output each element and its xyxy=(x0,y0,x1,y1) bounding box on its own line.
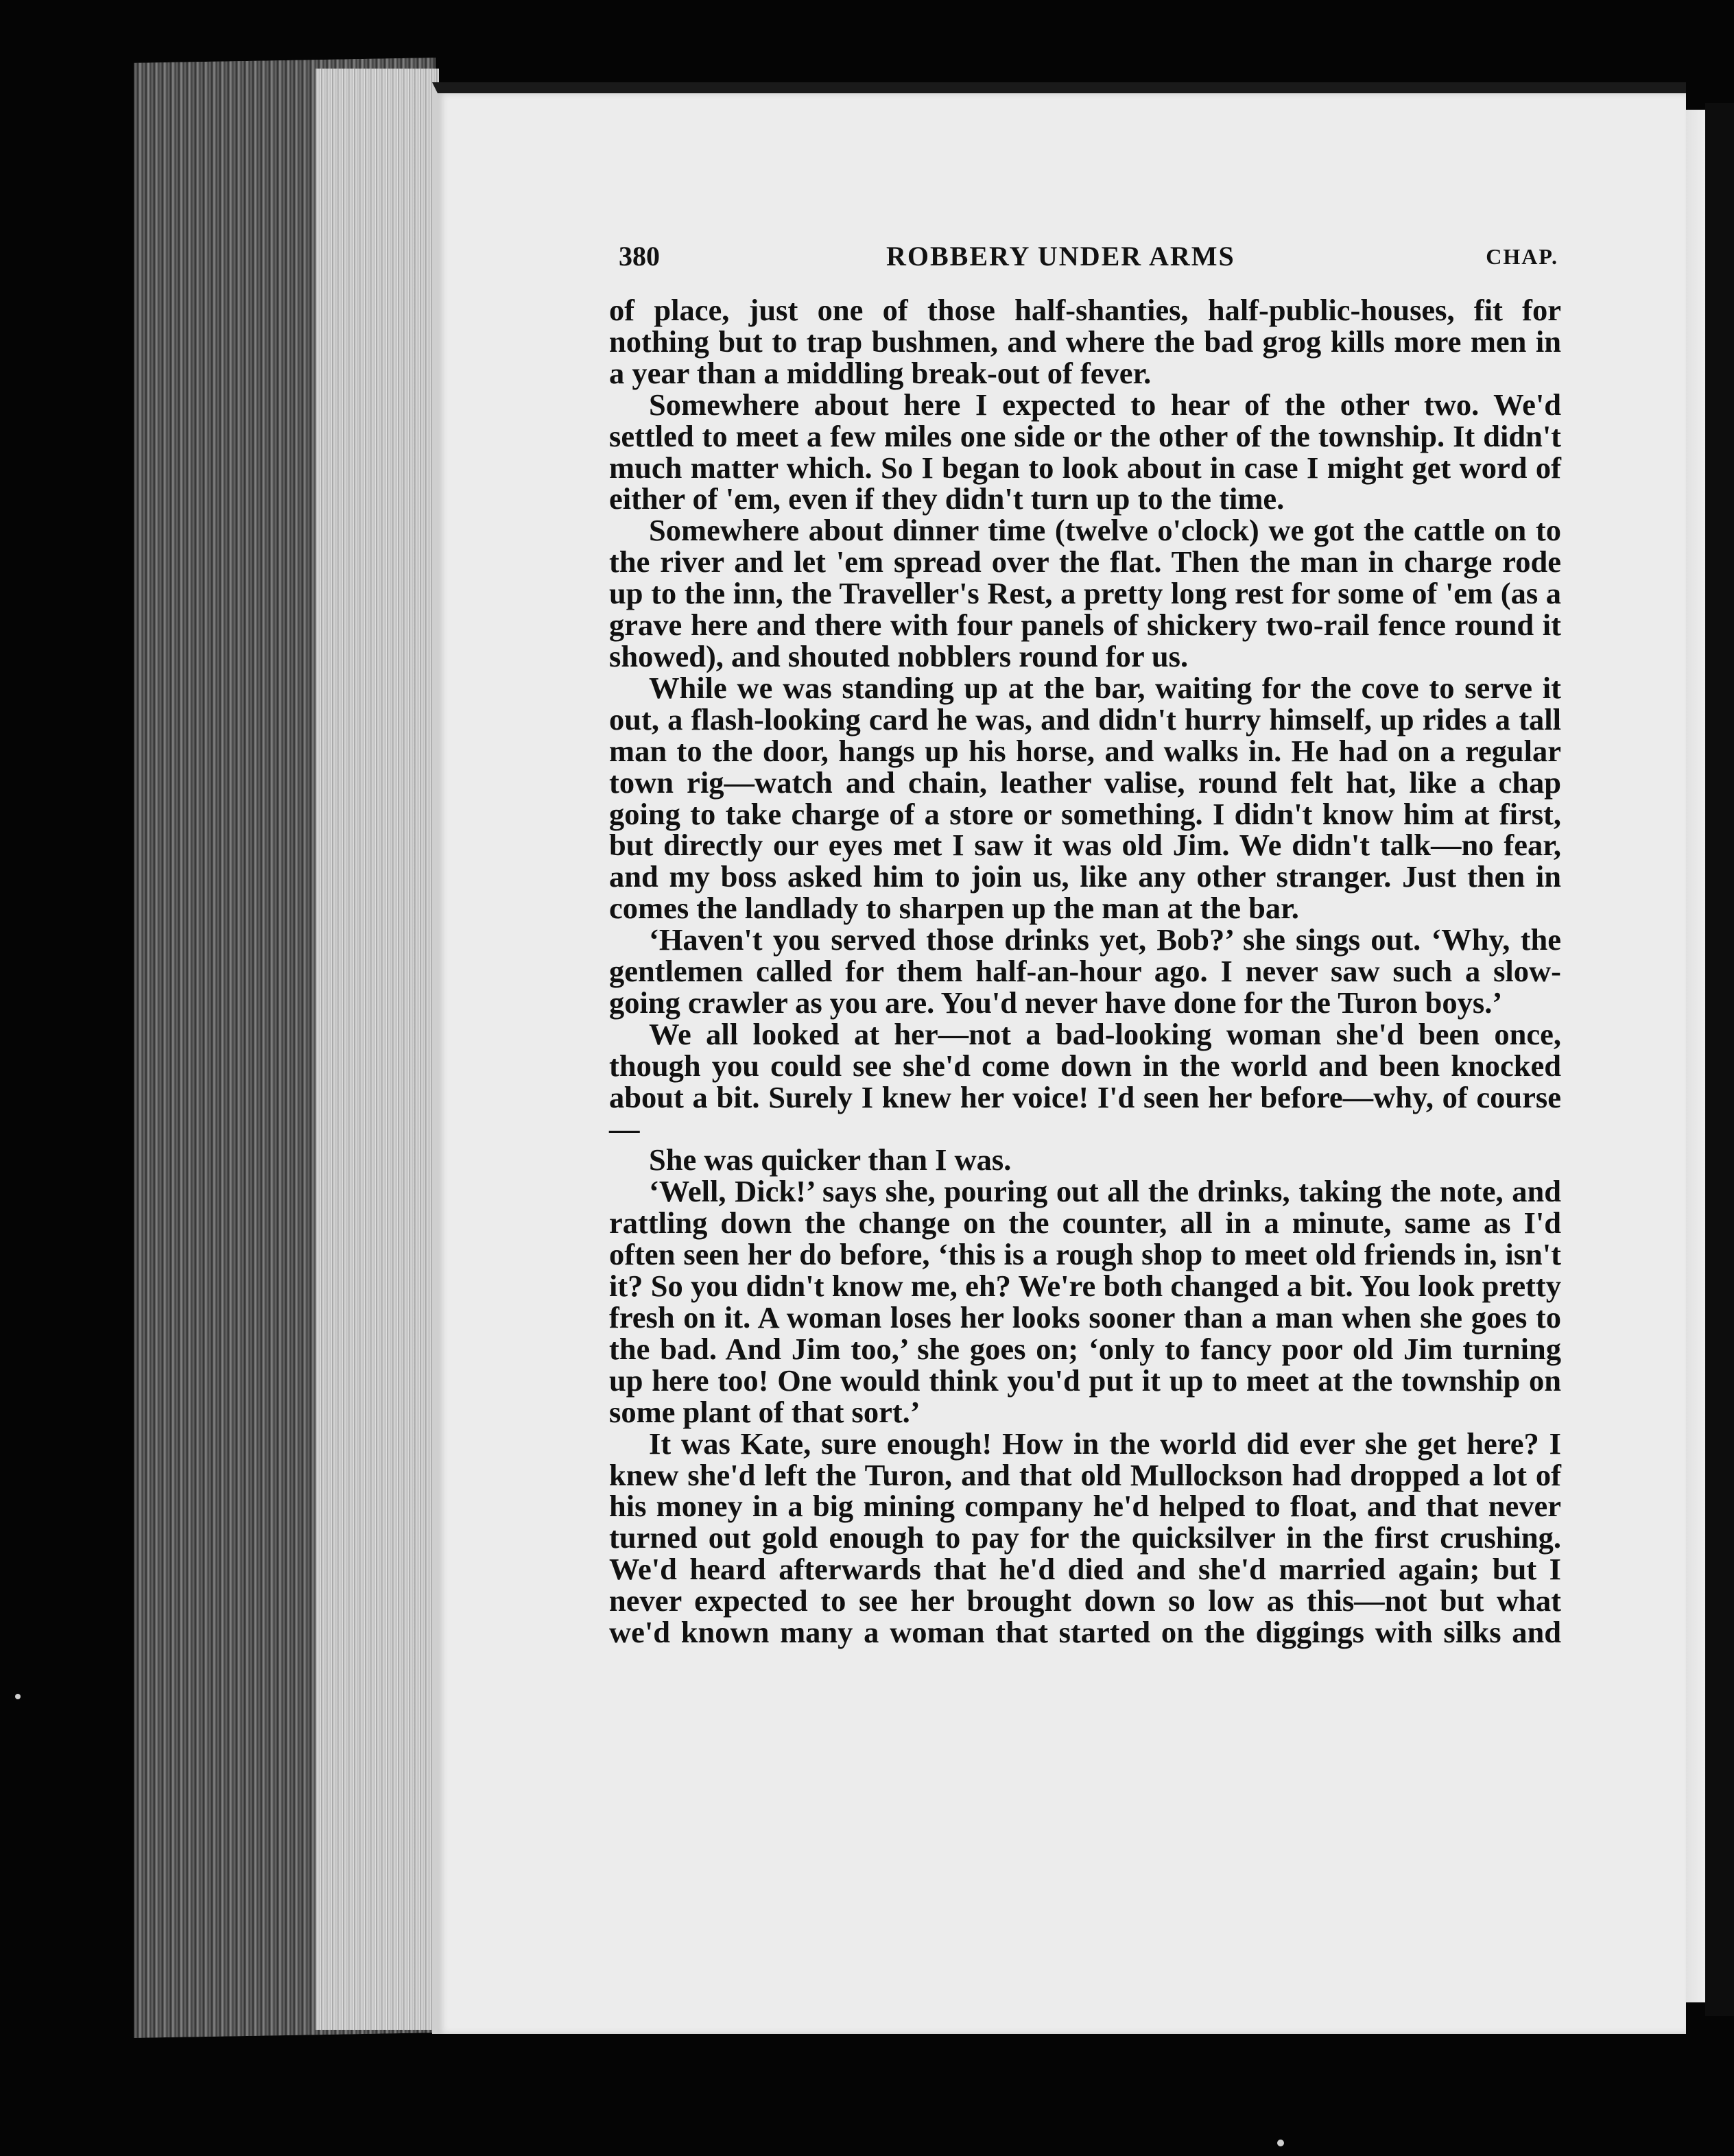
paragraph: ‘Well, Dick!’ says she, pouring out all the drinks, taking the note, and rattling down the change on the counter, all in a minute, same as I'd often seen her do before, ‘this is a rough shop to meet old friends in, isn't it? So you didn't know me, eh? We're both changed a bit. You look pretty fresh on it. A woman loses her looks sooner than a man when she goes to the bad. And Jim too,’ she goes on; ‘only to fancy poor old Jim turning up here too! One would think you'd put it up to meet at the township on some plant of that sort.’ xyxy=(609,1174,1561,1429)
paragraph: She was quicker than I was. xyxy=(649,1142,1012,1177)
scan-speck xyxy=(1277,2140,1284,2146)
scan-speck xyxy=(15,1694,21,1699)
book-page-edges-light xyxy=(316,69,439,2030)
running-header xyxy=(619,240,1558,281)
paragraph: We all looked at her—not a bad-looking woman she'd been once, though you could see she'd come down in the world and been knocked about a bit. Surely I knew her voice! I'd seen her before—why, of course— xyxy=(609,1016,1561,1146)
right-background-edge xyxy=(1705,103,1734,2016)
chapter-label: CHAP. xyxy=(1486,244,1558,269)
paragraph: of place, just one of those half-shanties, half-public-houses, fit for nothing but to trap bushmen, and where the bad grog kills more men in a year than a middling break-out of fever. xyxy=(609,293,1561,390)
running-title: ROBBERY UNDER ARMS xyxy=(886,241,1235,272)
paragraph: It was Kate, sure enough! How in the world did ever she get here? I knew she'd left the Turon, and that old Mullockson had dropped a lot of his money in a big mining company he'd helped to float, and that never turned out gold enough to pay for the quicksilver in the first crushing. We'd heard afterwards that he'd died and she'd married again; but I never expected to see her brought down so low as this—not but what we'd known many a woman that started on the diggings with silks and xyxy=(609,1426,1561,1650)
paragraph: Somewhere about here I expected to hear of the other two. We'd settled to meet a few miles one side or the other of the township. It didn't much matter which. So I began to look about in case I might get word of either of 'em, even if they didn't turn up to the time. xyxy=(609,387,1561,516)
paragraph: Somewhere about dinner time (twelve o'clock) we got the cattle on to the river and let 'em spread over the flat. Then the man in charge rode up to the inn, the Traveller's Rest, a pretty long rest for some of 'em (as a grave here and there with four panels of shickery two-rail fence round it showed), and shouted nobblers round for us. xyxy=(609,513,1561,673)
paragraph: While we was standing up at the bar, waiting for the cove to serve it out, a flash-looking card he was, and didn't hurry himself, up rides a tall man to the door, hangs up his horse, and walks in. He had on a regular town rig—watch and chain, leather valise, round felt hat, like a chap going to take charge of a store or something. I didn't know him at first, but directly our eyes met I saw it was old Jim. We didn't talk—no fear, and my boss asked him to join us, like any other stranger. Just then in comes the landlady to sharpen up the man at the bar. xyxy=(609,670,1561,926)
page-number: 380 xyxy=(619,241,660,272)
body-text xyxy=(609,295,1561,1649)
paragraph: ‘Haven't you served those drinks yet, Bob?’ she sings out. ‘Why, the gentlemen called for them half-an-hour ago. I never saw such a slow-going crawler as you are. You'd never have done for the Turon boys.’ xyxy=(609,922,1561,1020)
